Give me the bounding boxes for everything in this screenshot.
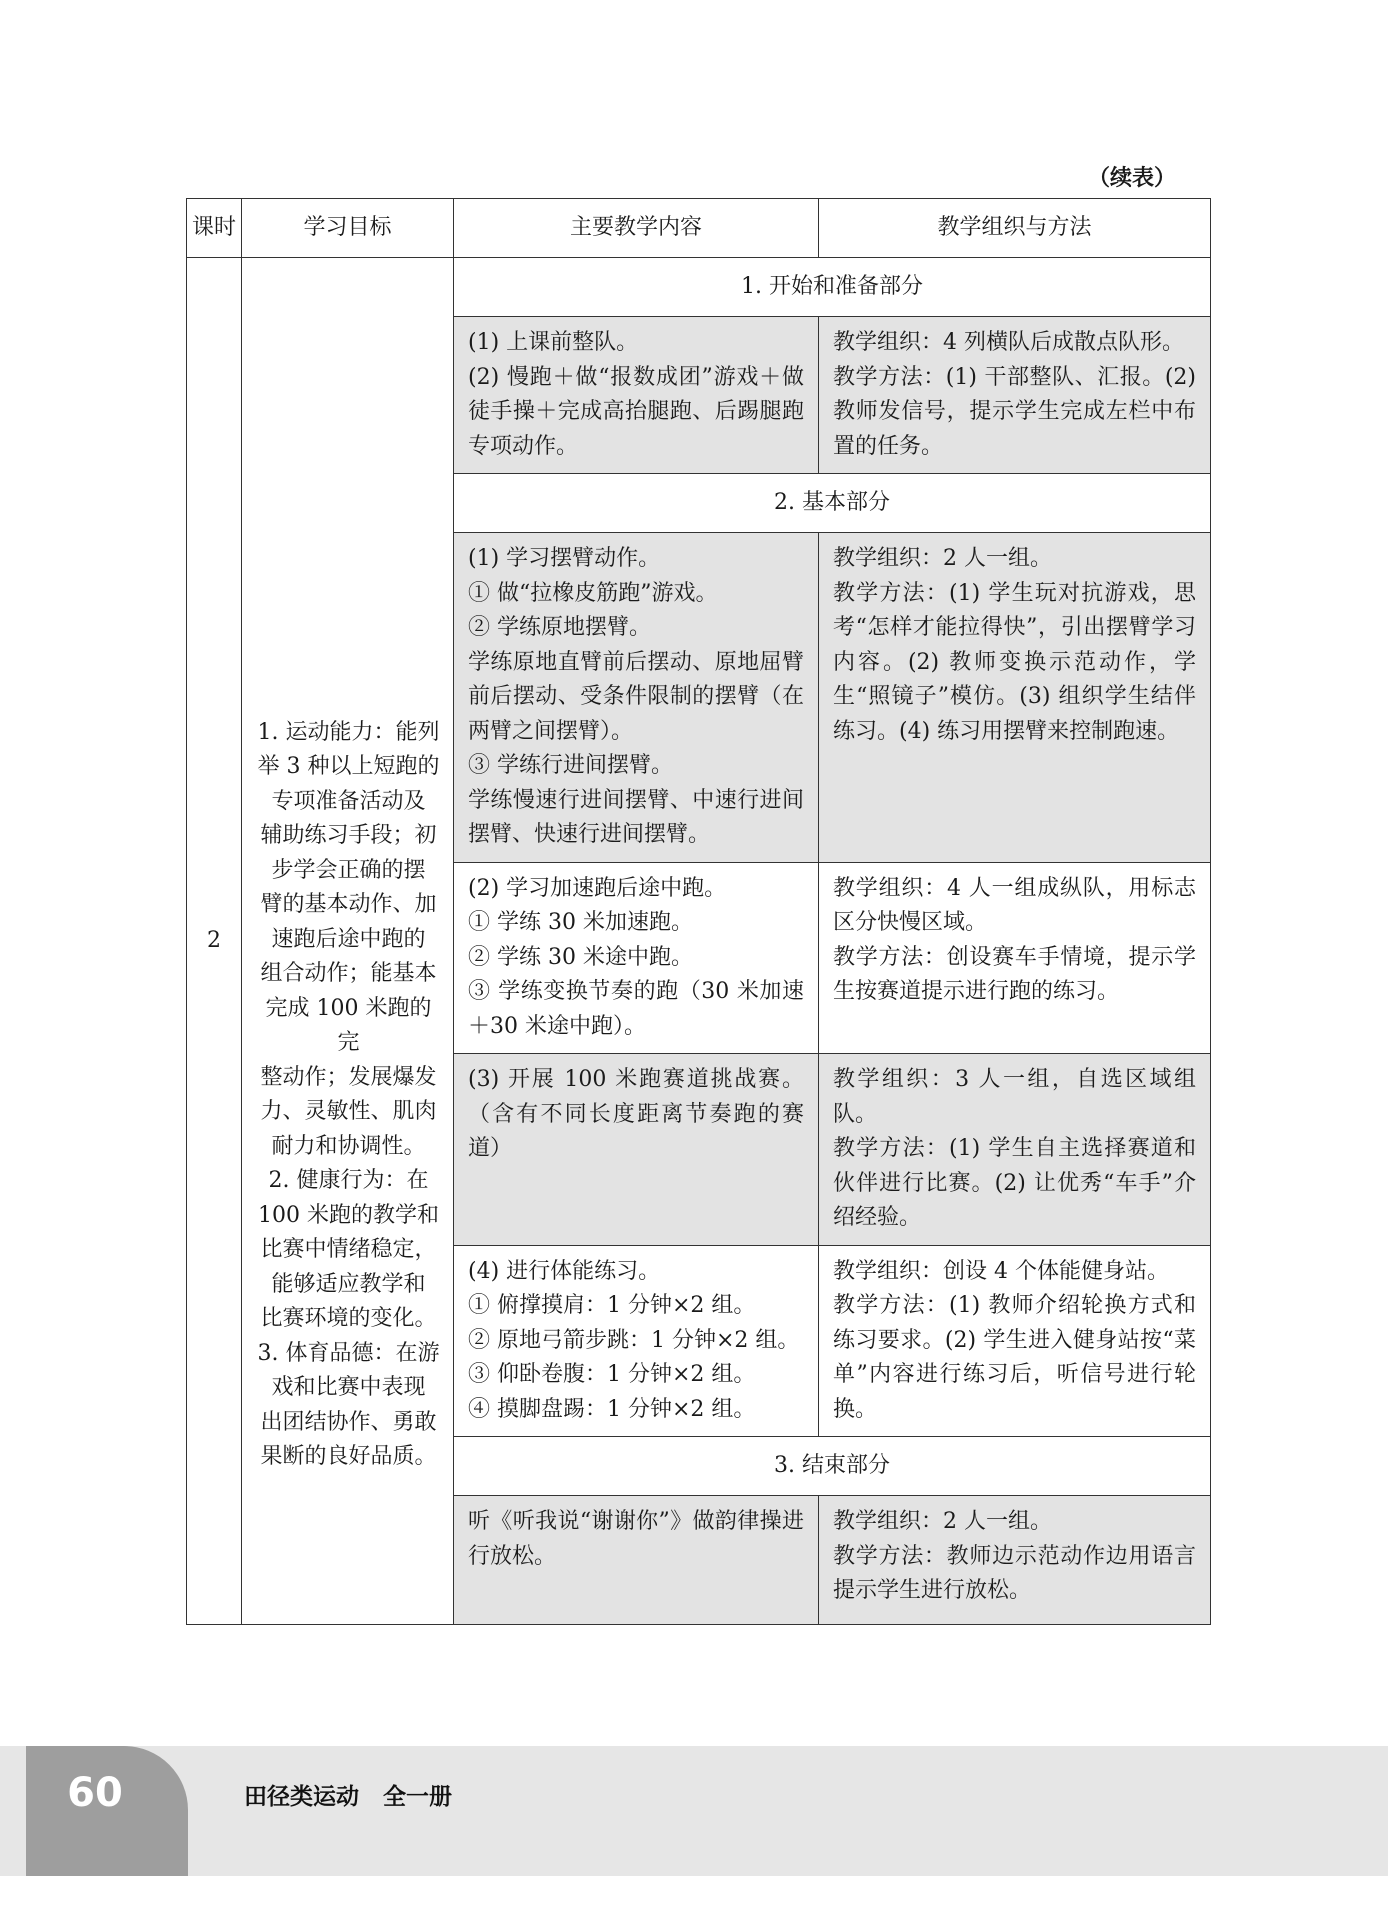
header-method: 教学组织与方法 <box>819 199 1211 258</box>
method-cell <box>819 317 1211 474</box>
section-title: 3. 结束部分 <box>454 1437 1211 1496</box>
method-line: 教学组织：2 人一组。 <box>833 1509 1052 1534</box>
lesson-plan-table <box>186 198 1211 1625</box>
method-line: 教学方法：(1) 学生自主选择赛道和伙伴进行比赛。(2) 让优秀“车手”介绍经验。 <box>833 1136 1196 1230</box>
goal-line: 果断的良好品质。 <box>260 1444 437 1469</box>
method-line: 教学组织：4 人一组成纵队，用标志区分快慢区域。 <box>833 875 1196 935</box>
content-cell <box>454 317 819 474</box>
method-line: 教学方法：创设赛车手情境，提示学生按赛道提示进行跑的练习。 <box>833 944 1196 1004</box>
goal-line: 1. 运动能力：能列 <box>257 719 440 745</box>
goal-line: 100 米跑的教学和 <box>258 1202 439 1228</box>
method-cell <box>819 862 1211 1054</box>
content-line: ① 做“拉橡皮筋跑”游戏。 <box>468 580 718 606</box>
content-line: (1) 学习摆臂动作。 <box>468 546 661 571</box>
period-cell: 2 <box>187 258 242 1625</box>
book-title: 田径类运动 全一册 <box>244 1784 453 1810</box>
content-line: (4) 进行体能练习。 <box>468 1258 661 1284</box>
goal-line: 出团结协作、勇敢 <box>260 1409 437 1435</box>
content-line: 听《听我说“谢谢你”》做韵律操进行放松。 <box>468 1509 804 1569</box>
goal-line: 比赛环境的变化。 <box>260 1306 437 1331</box>
header-goals: 学习目标 <box>242 199 454 258</box>
page-number: 60 <box>67 1770 123 1816</box>
goal-line: 比赛中情绪稳定， <box>260 1237 437 1262</box>
goal-line: 2. 健康行为：在 <box>268 1168 429 1193</box>
header-content: 主要教学内容 <box>454 199 819 258</box>
content-cell <box>454 533 819 863</box>
footer-bar <box>0 1746 1388 1876</box>
method-line: 教学方法：教师边示范动作边用语言提示学生进行放松。 <box>833 1543 1196 1603</box>
method-cell <box>819 533 1211 863</box>
method-cell <box>819 1054 1211 1246</box>
method-cell <box>819 1496 1211 1625</box>
content-cell <box>454 1245 819 1437</box>
section-row <box>187 258 1211 317</box>
content-cell <box>454 1054 819 1246</box>
table-header-row <box>187 199 1211 258</box>
content-line: ③ 学练行进间摆臂。 <box>468 753 673 778</box>
method-line: 教学方法：(1) 干部整队、汇报。(2) 教师发信号，提示学生完成左栏中布置的任务。 <box>833 364 1196 459</box>
content-line: (3) 开展 100 米跑赛道挑战赛。（含有不同长度距离节奏跑的赛道） <box>468 1067 804 1161</box>
content-cell <box>454 1496 819 1625</box>
learning-goals-cell <box>242 258 454 1625</box>
method-line: 教学方法：(1) 学生玩对抗游戏，思考“怎样才能拉得快”，引出摆臂学习内容。(2) 教师变换示范动作，学生“照镜子”模仿。(3) 组织学生结伴练习。(4) 练习用摆臂来控制跑速。 <box>833 580 1196 744</box>
header-period: 课时 <box>187 199 242 258</box>
content-line: ④ 摸脚盘踢：1 分钟×2 组。 <box>468 1396 756 1422</box>
content-line: ① 俯撑摸肩：1 分钟×2 组。 <box>468 1293 756 1318</box>
goal-line: 戏和比赛中表现 <box>271 1375 426 1400</box>
goal-line: 步学会正确的摆 <box>271 857 426 883</box>
method-line: 教学组织：2 人一组。 <box>833 546 1052 571</box>
goal-line: 专项准备活动及 <box>271 788 426 814</box>
content-line: 学练原地直臂前后摆动、原地屈臂前后摆动、受条件限制的摆臂（在两臂之间摆臂）。 <box>468 649 804 744</box>
goal-line: 整动作；发展爆发 <box>260 1064 437 1090</box>
content-line: ③ 仰卧卷腹：1 分钟×2 组。 <box>468 1362 756 1387</box>
goal-line: 力、灵敏性、肌肉 <box>260 1099 437 1124</box>
content-line: ② 学练原地摆臂。 <box>468 615 651 640</box>
goal-line: 辅助练习手段；初 <box>260 823 437 848</box>
section-title: 1. 开始和准备部分 <box>454 258 1211 317</box>
content-line: (1) 上课前整队。 <box>468 330 639 355</box>
section-title: 2. 基本部分 <box>454 474 1211 533</box>
continued-label: （续表） <box>1087 166 1176 191</box>
goal-line: 能够适应教学和 <box>271 1271 426 1297</box>
goal-line: 耐力和协调性。 <box>271 1133 426 1159</box>
goal-line: 臂的基本动作、加 <box>260 892 437 917</box>
method-line: 教学组织：创设 4 个体能健身站。 <box>833 1258 1169 1284</box>
method-line: 教学组织：3 人一组，自选区域组队。 <box>833 1067 1196 1127</box>
content-line: ② 学练 30 米途中跑。 <box>468 944 693 970</box>
content-cell <box>454 862 819 1054</box>
content-line: ① 学练 30 米加速跑。 <box>468 910 693 935</box>
goal-line: 3. 体育品德：在游 <box>257 1340 440 1366</box>
content-line: (2) 学习加速跑后途中跑。 <box>468 875 727 901</box>
content-line: (2) 慢跑＋做“报数成团”游戏＋做徒手操＋完成高抬腿跑、后踢腿跑专项动作。 <box>468 364 804 459</box>
goal-line: 组合动作；能基本 <box>260 961 437 986</box>
goal-line: 速跑后途中跑的 <box>271 926 426 952</box>
content-line: 学练慢速行进间摆臂、中速行进间摆臂、快速行进间摆臂。 <box>468 787 804 847</box>
method-line: 教学组织：4 列横队后成散点队形。 <box>833 330 1184 355</box>
method-cell <box>819 1245 1211 1437</box>
method-line: 教学方法：(1) 教师介绍轮换方式和练习要求。(2) 学生进入健身站按“菜单”内容进行练习后，听信号进行轮换。 <box>833 1293 1196 1422</box>
goal-line: 完成 100 米跑的完 <box>265 995 432 1055</box>
content-line: ③ 学练变换节奏的跑（30 米加速＋30 米途中跑）。 <box>468 979 804 1039</box>
content-line: ② 原地弓箭步跳：1 分钟×2 组。 <box>468 1327 800 1353</box>
goal-line: 举 3 种以上短跑的 <box>257 754 440 779</box>
